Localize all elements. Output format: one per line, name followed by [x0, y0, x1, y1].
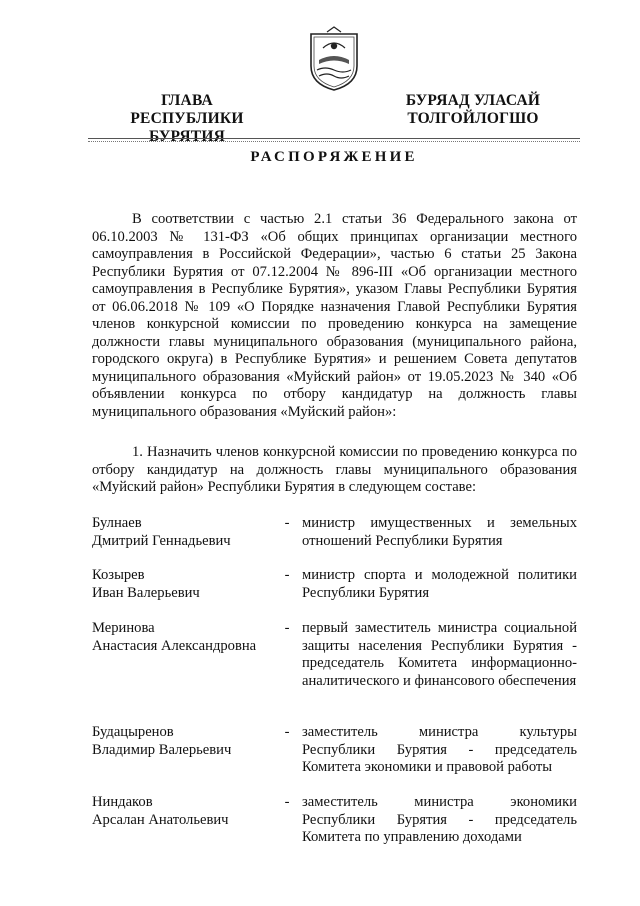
member-position: министр спорта и молодежной политики Республики Бурятия	[302, 567, 577, 601]
preamble-paragraph: В соответствии с частью 2.1 статьи 36 Федерального закона от 06.10.2003 № 131-ФЗ «Об общих принципах организации местного самоуправления в Российской Федерации», частью 6 статьи 25 Закона Республики Бурятия от 07.12.2004 № 896-III «Об организации местного самоуправления в Республике Бурятия», указом Главы Республики Бурятия от 06.06.2018 № 109 «О Порядке назначения Главой Республики Бурятия членов конкурсной комиссии по проведению конкурса на замещение должности главы муниципального образования (муниципального района, городского округа) в Республике Бурятия» и решением Совета депутатов муниципального образования «Муйский район» от 19.05.2023 № 340 «Об объявлении конкурса по отбору кандидатур на должность главы муниципального образования «Муйский район»:	[92, 211, 577, 420]
member-position: министр имущественных и земельных отношений Республики Бурятия	[302, 515, 577, 549]
issuer-line-1: ГЛАВА	[161, 92, 213, 109]
member-given-names: Арсалан Анатольевич	[92, 811, 229, 828]
member-name	[92, 724, 277, 759]
member-position: заместитель министра экономики Республики Бурятия - председатель Комитета по управлению доходами	[302, 794, 577, 845]
member-dash: -	[284, 794, 290, 810]
member-name	[92, 567, 277, 602]
member-position: первый заместитель министра социальной защиты населения Республики Бурятия - председатель Комитета информационно-аналитического и финансового обеспечения	[302, 620, 577, 689]
member-given-names: Иван Валерьевич	[92, 584, 200, 601]
member-dash: -	[284, 724, 290, 740]
member-name	[92, 515, 277, 550]
coat-of-arms-emblem	[305, 26, 363, 92]
member-surname: Будацыренов	[92, 724, 174, 740]
member-dash: -	[284, 567, 290, 583]
header-rule	[88, 138, 580, 139]
member-surname: Булнаев	[92, 515, 142, 531]
issuer-buryat-line-1: БУРЯАД УЛАСАЙ	[405, 92, 541, 109]
item-1-paragraph: 1. Назначить членов конкурсной комиссии по проведению конкурса по отбору кандидатур на должность главы муниципального образования «Муйский район» Республики Бурятия в следующем составе:	[92, 444, 577, 495]
issuer-title-buryat	[378, 92, 568, 128]
member-surname: Козырев	[92, 567, 145, 583]
member-dash: -	[284, 515, 290, 531]
issuer-buryat-line-2: ТОЛГОЙЛОГШО	[407, 110, 539, 127]
member-dash: -	[284, 620, 290, 636]
member-surname: Меринова	[92, 620, 155, 636]
member-given-names: Владимир Валерьевич	[92, 741, 232, 758]
member-given-names: Дмитрий Геннадьевич	[92, 532, 231, 549]
issuer-line-2: РЕСПУБЛИКИ БУРЯТИЯ	[130, 110, 244, 145]
member-name	[92, 620, 277, 655]
member-name	[92, 794, 277, 829]
document-title: РАСПОРЯЖЕНИЕ	[250, 149, 418, 165]
member-given-names: Анастасия Александровна	[92, 637, 257, 654]
header-rule-dotted	[88, 141, 580, 142]
member-surname: Ниндаков	[92, 794, 153, 810]
member-position: заместитель министра культуры Республики Бурятия - председатель Комитета экономики и правовой работы	[302, 724, 577, 775]
